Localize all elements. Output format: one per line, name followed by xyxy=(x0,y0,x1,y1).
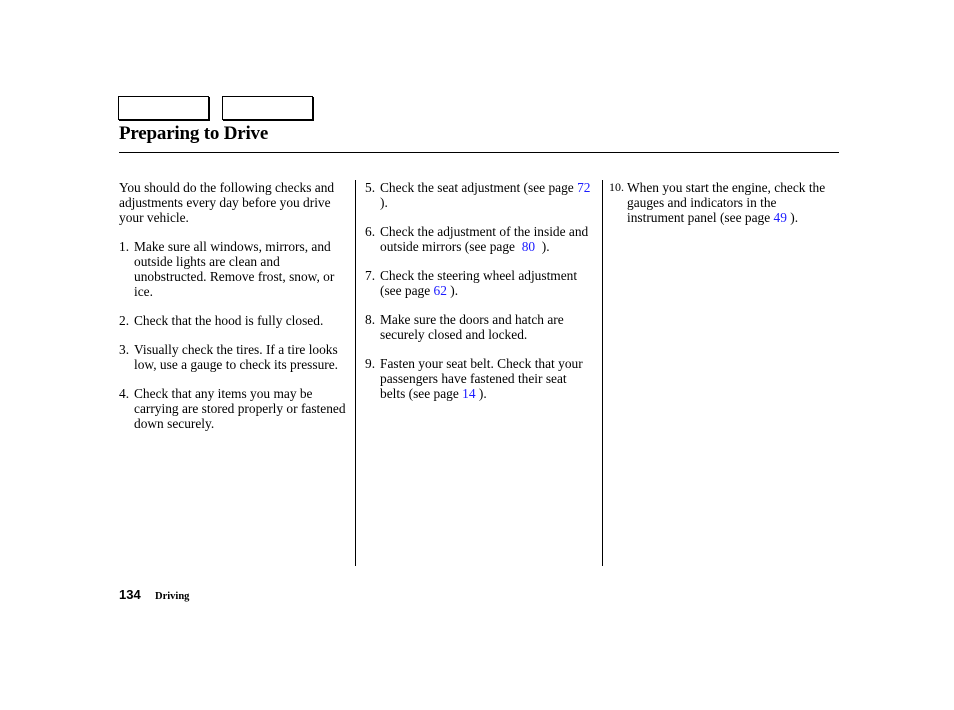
nav-button-next[interactable] xyxy=(222,96,313,120)
step-10 xyxy=(609,180,837,225)
title-divider xyxy=(119,152,839,153)
nav-button-previous[interactable] xyxy=(118,96,209,120)
page-title: Preparing to Drive xyxy=(119,123,269,144)
page-link-14[interactable]: 14 xyxy=(462,386,476,401)
step-5 xyxy=(365,180,593,210)
step-number: 6. xyxy=(365,224,376,239)
step-text: Check the adjustment of the inside and outside mirrors (see page 80 ). xyxy=(380,224,592,254)
step-6 xyxy=(365,224,593,254)
step-number: 2. xyxy=(119,313,130,328)
intro-paragraph: You should do the following checks and adjustments every day before you drive your vehicle. xyxy=(119,180,335,225)
step-text: Check that any items you may be carrying are stored properly or fastened down securely. xyxy=(134,386,346,431)
step-2 xyxy=(119,313,349,328)
page-link-49[interactable]: 49 xyxy=(773,210,787,225)
step-number: 7. xyxy=(365,268,376,283)
step-text: Check the seat adjustment (see page 72 ). xyxy=(380,180,591,210)
step-4 xyxy=(119,386,349,431)
step-text: Visually check the tires. If a tire looks low, use a gauge to check its pressure. xyxy=(134,342,339,372)
column-3 xyxy=(609,180,837,239)
step-text: Fasten your seat belt. Check that your passengers have fastened their seat belts (see page 14 ). xyxy=(380,356,583,401)
step-1 xyxy=(119,239,349,299)
column-2 xyxy=(365,180,593,415)
step-3 xyxy=(119,342,349,372)
step-9 xyxy=(365,356,593,401)
step-number: 5. xyxy=(365,180,376,195)
step-text: Make sure the doors and hatch are securely closed and locked. xyxy=(380,312,564,342)
column-divider xyxy=(355,180,356,566)
step-7 xyxy=(365,268,593,298)
step-text: When you start the engine, check the gauges and indicators in the instrument panel (see page 49 ). xyxy=(627,180,826,225)
page-link-80[interactable]: 80 xyxy=(521,239,536,254)
page-link-62[interactable]: 62 xyxy=(433,283,447,298)
step-number: 9. xyxy=(365,356,376,371)
step-number: 1. xyxy=(119,239,130,254)
step-number: 10. xyxy=(609,180,624,194)
step-text: Check that the hood is fully closed. xyxy=(134,313,324,328)
step-number: 3. xyxy=(119,342,130,357)
section-name: Driving xyxy=(155,591,190,602)
step-8 xyxy=(365,312,593,342)
column-divider xyxy=(602,180,603,566)
step-number: 8. xyxy=(365,312,376,327)
page-number: 134 xyxy=(119,587,141,602)
step-text: Make sure all windows, mirrors, and outside lights are clean and unobstructed. Remove frost, snow, or ice. xyxy=(134,239,335,299)
page-link-72[interactable]: 72 xyxy=(577,180,591,195)
step-text: Check the steering wheel adjustment (see page 62 ). xyxy=(380,268,578,298)
column-1 xyxy=(119,180,349,445)
step-number: 4. xyxy=(119,386,130,401)
